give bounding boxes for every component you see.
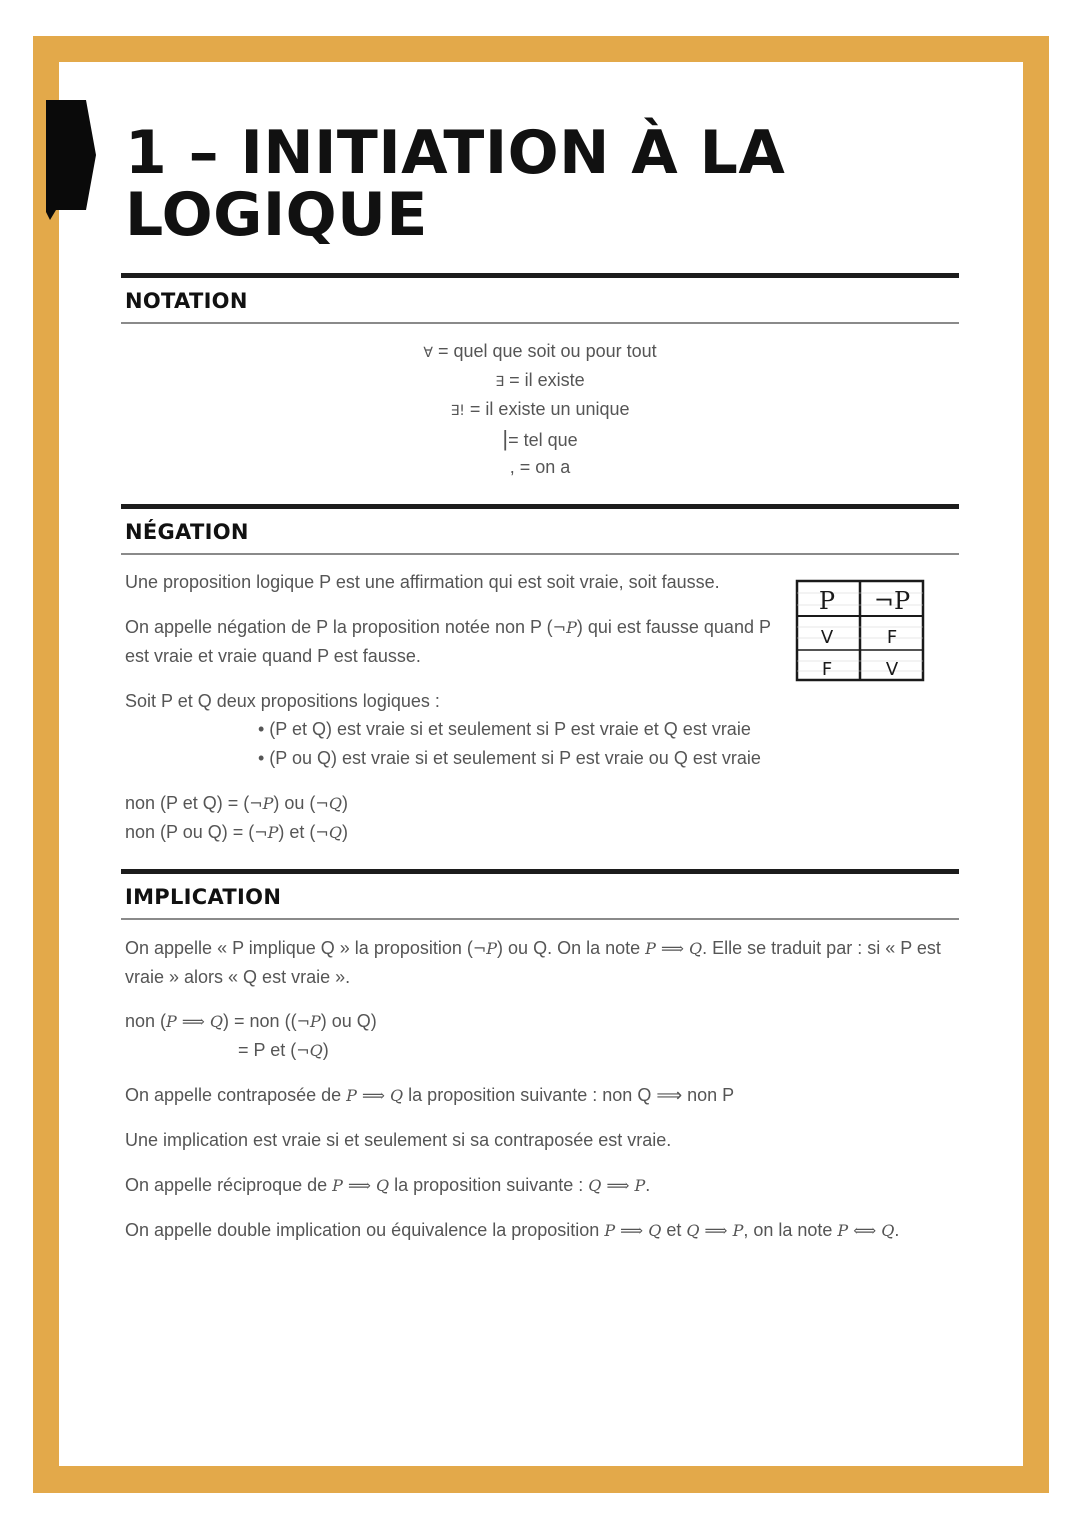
paragraph: vraie » alors « Q est vraie ». — [125, 967, 351, 987]
paragraph: On appelle négation de P la proposition notée non P (¬P) qui est fausse quand P — [125, 617, 771, 637]
section-rule — [121, 504, 959, 509]
truth-cell: F — [821, 659, 833, 680]
section-subrule — [121, 322, 959, 324]
formula-line: non (P ou Q) = (¬P) et (¬Q) — [125, 822, 348, 842]
paragraph: Une implication est vraie si et seulement si sa contraposée est vraie. — [125, 1130, 672, 1150]
comma-symbol: , — [509, 457, 515, 477]
truth-cell: V — [820, 627, 834, 648]
bookmark-arrow-icon — [46, 100, 98, 220]
section-subrule — [121, 553, 959, 555]
exists-unique-symbol: ∃! — [450, 403, 465, 419]
truth-cell: V — [885, 659, 899, 680]
notation-line: ∃! = il existe un unique — [450, 399, 630, 419]
such-that-symbol: | — [502, 426, 509, 451]
truth-cell: F — [886, 627, 898, 648]
formula-line: non (P et Q) = (¬P) ou (¬Q) — [125, 793, 348, 813]
page-title: 1 – INITIATION À LA LOGIQUE — [125, 118, 786, 250]
formula-line: non (P ⟹ Q) = non ((¬P) ou Q) — [125, 1011, 377, 1031]
formula-line: = P et (¬Q) — [238, 1040, 329, 1060]
implication-heading: IMPLICATION — [125, 885, 282, 909]
paragraph: est vraie et vraie quand P est fausse. — [125, 646, 421, 666]
notation-heading: NOTATION — [125, 289, 248, 313]
list-item: • (P et Q) est vraie si et seulement si P est vraie et Q est vraie — [258, 719, 751, 739]
list-item: • (P ou Q) est vraie si et seulement si P est vraie ou Q est vraie — [258, 748, 761, 768]
paragraph: Une proposition logique P est une affirmation qui est soit vraie, soit fausse. — [125, 572, 720, 592]
section-rule — [121, 273, 959, 278]
paragraph: Soit P et Q deux propositions logiques : — [125, 691, 440, 711]
notation-line: |= tel que — [502, 426, 578, 451]
negation-heading: NÉGATION — [125, 520, 249, 544]
notation-line: ∀ = quel que soit ou pour tout — [423, 341, 657, 361]
truth-header-notp: ¬P — [873, 587, 911, 615]
truth-table — [795, 579, 925, 682]
paragraph: On appelle réciproque de P ⟹ Q la proposition suivante : Q ⟹ P. — [125, 1175, 651, 1195]
section-subrule — [121, 918, 959, 920]
paragraph: On appelle « P implique Q » la proposition (¬P) ou Q. On la note P ⟹ Q. Elle se traduit par : si « P est — [125, 938, 941, 958]
section-rule — [121, 869, 959, 874]
paragraph: On appelle double implication ou équivalence la proposition P ⟹ Q et Q ⟹ P, on la note P ⟺ Q. — [125, 1220, 900, 1240]
notation-line: , = on a — [509, 457, 571, 477]
truth-header-p: P — [818, 587, 836, 615]
exists-symbol: ∃ — [495, 374, 505, 390]
notation-line: ∃ = il existe — [495, 370, 585, 390]
forall-symbol: ∀ — [423, 345, 433, 361]
paragraph: On appelle contraposée de P ⟹ Q la proposition suivante : non Q ⟹ non P — [125, 1085, 735, 1105]
